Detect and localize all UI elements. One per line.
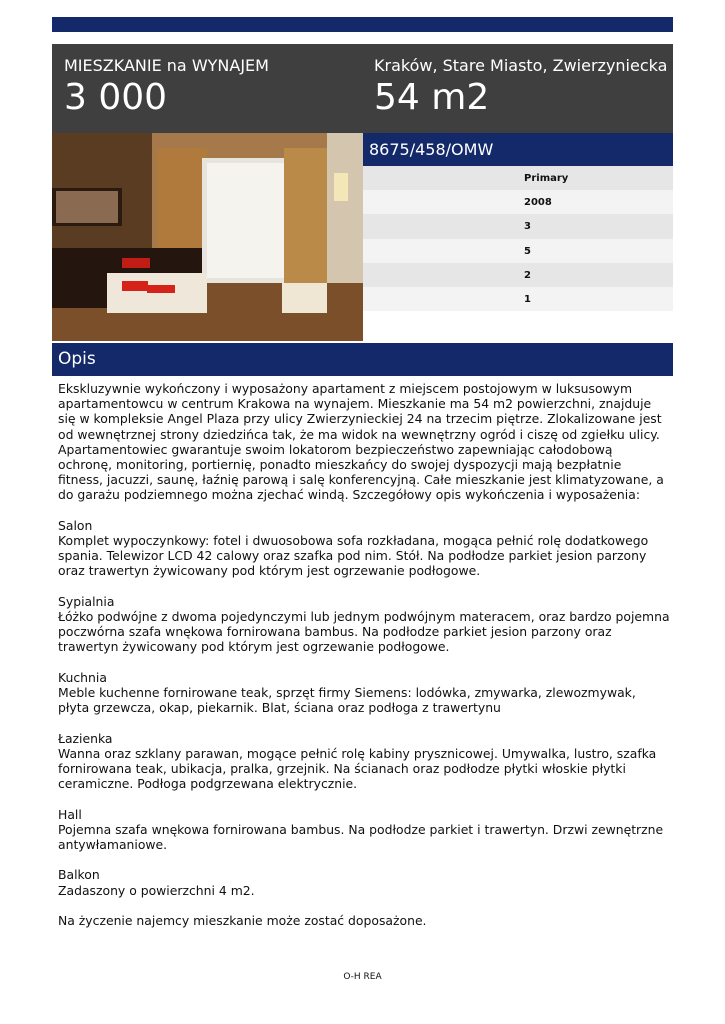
section-text: Zadaszony o powierzchni 4 m2. (58, 882, 255, 898)
section-title: Łazienka (58, 730, 113, 746)
section-text: Pojemna szafa wnękowa fornirowana bambus. Na podłodze parkiet i trawertyn. Drzwi zewnętrzne antywłamaniowe. (58, 821, 664, 853)
listing-reference-bar (363, 133, 673, 166)
description-section (58, 594, 670, 655)
description-closing: Na życzenie najemcy mieszkanie może zostać doposażone. (58, 913, 427, 928)
listing-reference: 8675/458/OMW (369, 140, 494, 159)
section-title: Hall (58, 806, 82, 822)
header-left (64, 56, 269, 118)
detail-row (363, 287, 673, 311)
footer-agency: O-H REA (343, 972, 382, 982)
listing-price: 3 000 (64, 77, 168, 118)
detail-value: 5 (524, 245, 531, 257)
section-text: Wanna oraz szklany parawan, mogące pełnić rolę kabiny prysznicowej. Umywalka, lustro, szafka fornirowana teak, ubikacja, pralka, grzejnik. Na ścianach oraz podłodze płytki włoskie płytki ceramiczne. Podłoga podgrzewana elektrycznie. (58, 745, 657, 792)
section-text: Łóżko podwójne z dwoma pojedynczymi lub jednym podwójnym materacem, oraz bardzo pojemna poczwórna szafa wnękowa fornirowana bambus. Na podłodze parkiet jesion parzony oraz trawertyn żywicowany pod którym jest ogrzewanie podłogowe. (58, 609, 670, 655)
description-section (58, 670, 670, 716)
detail-row (363, 166, 673, 190)
header-right (374, 56, 667, 118)
description-body (58, 381, 670, 943)
detail-row (363, 263, 673, 287)
section-title: Sypialnia (58, 593, 115, 609)
description-heading: Opis (58, 349, 96, 369)
description-section (58, 518, 670, 579)
detail-row (363, 214, 673, 238)
description-section (58, 731, 670, 792)
description-intro: Ekskluzywnie wykończony i wyposażony apartament z miejscem postojowym w luksusowym apartamentowcu w centrum Krakowa na wynajem. Mieszkanie ma 54 m2 powierzchni, znajduje się w kompleksie Angel Plaza przy ulicy Zwierzynieckiej 24 na trzecim piętrze. Zlokalizowane jest od wewnętrznej strony dziedzińca tak, że ma widok na wewnętrzny ogród i ciszę od zgiełku ulicy. Apartamentowiec gwarantuje swoim lokatorom bezpieczeństwo zapewniając całodobową ochronę, monitoring, portiernię, ponadto mieszkańcy do swojej dyspozycji mają bezpłatnie fitness, jacuzzi, saunę, łaźnię parową i salę konferencyjną. Całe mieszkanie jest klimatyzowane, a do garażu podziemnego można zjechać windą. Szczegółowy opis wykończenia i wyposażenia: (58, 381, 664, 503)
description-heading-bar (52, 343, 673, 376)
listing-header (52, 44, 673, 133)
detail-value: 3 (524, 221, 531, 233)
section-title: Salon (58, 517, 93, 533)
listing-area: 54 m2 (374, 77, 490, 118)
section-text: Komplet wypoczynkowy: fotel i dwuosobowa sofa rozkładana, mogąca pełnić rolę dodatkowego spania. Telewizor LCD 42 calowy oraz szafka pod nim. Stół. Na podłodze parkiet jesion parzony oraz trawertyn żywicowany pod którym jest ogrzewanie podłogowe. (58, 533, 649, 579)
listing-location: Kraków, Stare Miasto, Zwierzyniecka (374, 56, 668, 75)
detail-value: 2 (524, 269, 531, 281)
section-title: Balkon (58, 867, 100, 883)
description-section (58, 807, 670, 853)
detail-value: 1 (524, 293, 531, 305)
section-text: Meble kuchenne fornirowane teak, sprzęt firmy Siemens: lodówka, zmywarka, zlewozmywak, płyta grzewcza, okap, piekarnik. Blat, ściana oraz podłoga z trawertynu (58, 685, 636, 716)
detail-row (363, 190, 673, 214)
detail-value: 2008 (524, 197, 552, 209)
listing-type: MIESZKANIE na WYNAJEM (64, 56, 269, 75)
listing-details-table (363, 166, 673, 311)
detail-value: Primary (524, 173, 569, 184)
description-section (58, 867, 670, 897)
top-accent-bar (52, 17, 673, 32)
section-title: Kuchnia (58, 669, 107, 685)
detail-row (363, 239, 673, 263)
apartment-photo (52, 133, 363, 341)
